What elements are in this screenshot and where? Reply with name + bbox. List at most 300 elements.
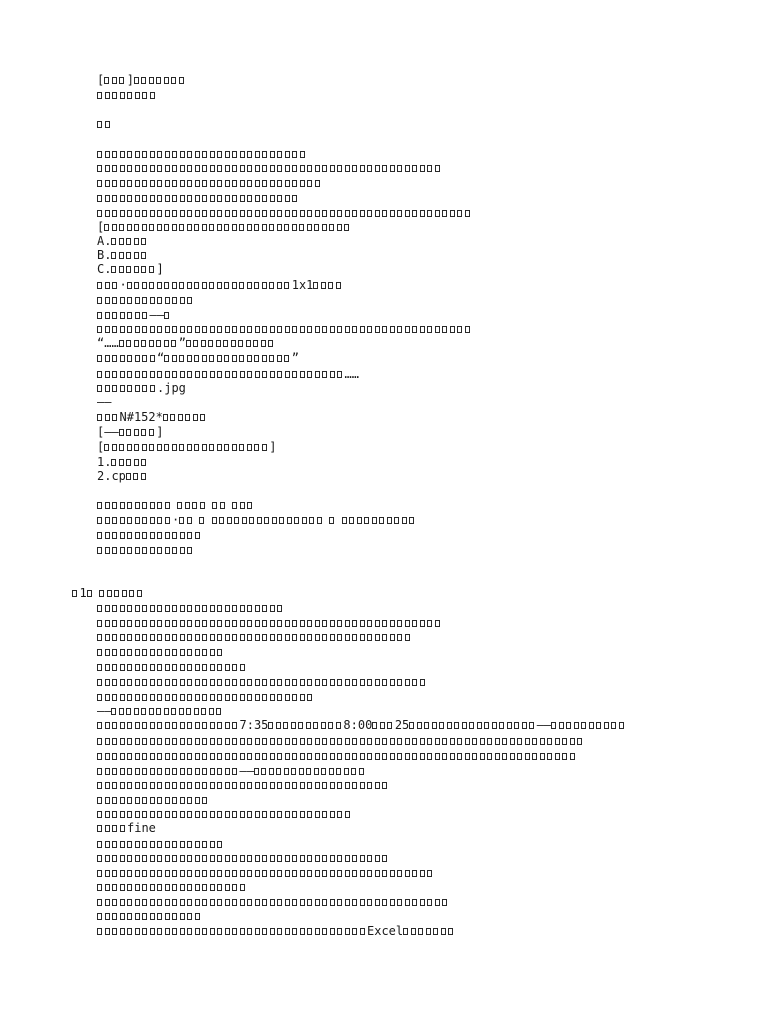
missing-glyph-box <box>157 297 162 304</box>
missing-glyph-box <box>195 694 200 701</box>
missing-glyph-box <box>375 782 380 789</box>
missing-glyph-run <box>97 718 240 732</box>
missing-glyph-box <box>180 165 185 172</box>
missing-glyph-box <box>307 634 312 641</box>
missing-glyph-box <box>164 355 169 362</box>
missing-glyph-box <box>194 282 199 289</box>
missing-glyph-box <box>270 165 275 172</box>
missing-glyph-box <box>262 165 267 172</box>
missing-glyph-box <box>225 855 230 862</box>
missing-glyph-run <box>119 425 157 439</box>
missing-glyph-box <box>390 326 395 333</box>
missing-glyph-box <box>307 180 312 187</box>
missing-glyph-box <box>360 782 365 789</box>
missing-glyph-box <box>210 634 215 641</box>
missing-glyph-box <box>247 444 252 451</box>
missing-glyph-box <box>232 502 237 509</box>
missing-glyph-box <box>372 722 377 729</box>
missing-glyph-box <box>180 855 185 862</box>
missing-glyph-box <box>315 326 320 333</box>
missing-glyph-box <box>202 224 207 231</box>
missing-glyph-box <box>165 210 170 217</box>
missing-glyph-box <box>172 326 177 333</box>
missing-glyph-box <box>112 547 117 554</box>
missing-glyph-box <box>180 180 185 187</box>
missing-glyph-box <box>619 722 624 729</box>
missing-glyph-box <box>300 326 305 333</box>
missing-glyph-box <box>224 444 229 451</box>
missing-glyph-box <box>420 326 425 333</box>
missing-glyph-box <box>397 620 402 627</box>
missing-glyph-box <box>532 738 537 745</box>
text-line <box>97 793 210 807</box>
missing-glyph-box <box>210 855 215 862</box>
missing-glyph-box <box>359 768 364 775</box>
missing-glyph-box <box>433 928 438 935</box>
missing-glyph-box <box>150 547 155 554</box>
missing-glyph-box <box>127 841 132 848</box>
missing-glyph-box <box>360 634 365 641</box>
missing-glyph-box <box>120 913 125 920</box>
inline-text: N#152* <box>119 410 163 424</box>
missing-glyph-box <box>135 605 140 612</box>
text-line <box>97 704 224 718</box>
missing-glyph-box <box>127 165 132 172</box>
missing-glyph-box <box>187 870 192 877</box>
missing-glyph-box <box>120 753 125 760</box>
missing-glyph-box <box>142 738 147 745</box>
missing-glyph-box <box>240 634 245 641</box>
missing-glyph-box <box>270 899 275 906</box>
missing-glyph-box <box>307 210 312 217</box>
missing-glyph-box <box>157 282 162 289</box>
missing-glyph-box <box>141 77 146 84</box>
missing-glyph-box <box>300 899 305 906</box>
missing-glyph-box <box>247 355 252 362</box>
missing-glyph-box <box>142 210 147 217</box>
missing-glyph-box <box>111 459 116 466</box>
missing-glyph-box <box>112 502 117 509</box>
missing-glyph-box <box>247 210 252 217</box>
missing-glyph-box <box>307 811 312 818</box>
missing-glyph-box <box>225 928 230 935</box>
text-line <box>97 440 276 454</box>
missing-glyph-box <box>195 797 200 804</box>
missing-glyph-box <box>195 195 200 202</box>
missing-glyph-box <box>427 753 432 760</box>
missing-glyph-run <box>97 909 202 923</box>
missing-glyph-box <box>187 738 192 745</box>
missing-glyph-run <box>97 498 172 512</box>
missing-glyph-box <box>255 679 260 686</box>
missing-glyph-box <box>457 738 462 745</box>
missing-glyph-box <box>120 517 125 524</box>
missing-glyph-box <box>217 620 222 627</box>
missing-glyph-box <box>135 297 140 304</box>
missing-glyph-box <box>195 620 200 627</box>
missing-glyph-box <box>292 782 297 789</box>
missing-glyph-box <box>225 899 230 906</box>
missing-glyph-box <box>97 195 102 202</box>
missing-glyph-box <box>328 282 333 289</box>
missing-glyph-run <box>97 206 472 220</box>
missing-glyph-box <box>255 811 260 818</box>
missing-glyph-box <box>352 679 357 686</box>
missing-glyph-box <box>337 870 342 877</box>
missing-glyph-box <box>457 753 462 760</box>
missing-glyph-box <box>285 634 290 641</box>
missing-glyph-box <box>337 210 342 217</box>
inline-text: B. <box>97 248 112 262</box>
missing-glyph-box <box>141 708 146 715</box>
missing-glyph-box <box>225 180 230 187</box>
missing-glyph-box <box>292 738 297 745</box>
missing-glyph-box <box>412 210 417 217</box>
missing-glyph-box <box>367 782 372 789</box>
missing-glyph-box <box>119 238 124 245</box>
missing-glyph-box <box>307 782 312 789</box>
missing-glyph-box <box>262 326 267 333</box>
missing-glyph-box <box>217 841 222 848</box>
missing-glyph-box <box>240 679 245 686</box>
missing-glyph-box <box>97 738 102 745</box>
missing-glyph-box <box>135 679 140 686</box>
missing-glyph-box <box>232 928 237 935</box>
missing-glyph-box <box>344 768 349 775</box>
text-line <box>97 293 195 307</box>
missing-glyph-box <box>97 694 102 701</box>
missing-glyph-box <box>135 326 140 333</box>
missing-glyph-box <box>97 664 102 671</box>
missing-glyph-box <box>105 768 110 775</box>
missing-glyph-box <box>112 870 117 877</box>
inline-text: 1. <box>97 455 112 469</box>
missing-glyph-box <box>187 210 192 217</box>
missing-glyph-box <box>179 77 184 84</box>
inline-text: [ <box>97 425 105 439</box>
missing-glyph-run <box>97 821 127 835</box>
missing-glyph-run <box>111 262 156 276</box>
missing-glyph-box <box>566 722 571 729</box>
missing-glyph-box <box>285 210 290 217</box>
missing-glyph-box <box>247 605 252 612</box>
missing-glyph-box <box>300 811 305 818</box>
missing-glyph-box <box>165 884 170 891</box>
missing-glyph-box <box>200 414 205 421</box>
missing-glyph-box <box>135 782 140 789</box>
missing-glyph-box <box>270 694 275 701</box>
missing-glyph-box <box>255 605 260 612</box>
missing-glyph-box <box>209 708 214 715</box>
missing-glyph-box <box>142 768 147 775</box>
missing-glyph-box <box>231 340 236 347</box>
missing-glyph-box <box>112 517 117 524</box>
missing-glyph-box <box>232 605 237 612</box>
missing-glyph-box <box>172 694 177 701</box>
missing-glyph-box <box>277 634 282 641</box>
missing-glyph-box <box>112 855 117 862</box>
missing-glyph-box <box>112 224 117 231</box>
missing-glyph-box <box>97 210 102 217</box>
missing-glyph-box <box>405 870 410 877</box>
missing-glyph-box <box>269 355 274 362</box>
missing-glyph-box <box>254 444 259 451</box>
missing-glyph-run <box>97 851 390 865</box>
missing-glyph-box <box>268 340 273 347</box>
missing-glyph-box <box>112 312 117 319</box>
missing-glyph-box <box>120 870 125 877</box>
missing-glyph-box <box>142 928 147 935</box>
missing-glyph-box <box>232 180 237 187</box>
missing-glyph-box <box>217 811 222 818</box>
missing-glyph-box <box>247 870 252 877</box>
missing-glyph-box <box>277 282 282 289</box>
missing-glyph-box <box>292 634 297 641</box>
missing-glyph-box <box>272 517 277 524</box>
missing-glyph-box <box>247 165 252 172</box>
missing-glyph-box <box>135 532 140 539</box>
missing-glyph-box <box>315 928 320 935</box>
missing-glyph-box <box>172 620 177 627</box>
missing-glyph-box <box>292 224 297 231</box>
missing-glyph-box <box>202 811 207 818</box>
missing-glyph-box <box>262 811 267 818</box>
missing-glyph-box <box>351 768 356 775</box>
missing-glyph-box <box>120 768 125 775</box>
missing-glyph-box <box>157 444 162 451</box>
missing-glyph-box <box>135 913 140 920</box>
missing-glyph-box <box>477 722 482 729</box>
missing-glyph-box <box>322 738 327 745</box>
missing-glyph-box <box>262 855 267 862</box>
missing-glyph-run <box>97 293 195 307</box>
missing-glyph-box <box>262 605 267 612</box>
missing-glyph-box <box>225 679 230 686</box>
missing-glyph-box <box>195 753 200 760</box>
missing-glyph-box <box>315 634 320 641</box>
missing-glyph-box <box>202 928 207 935</box>
missing-glyph-box <box>135 195 140 202</box>
missing-glyph-box <box>126 238 131 245</box>
missing-glyph-box <box>329 224 334 231</box>
missing-glyph-box <box>127 195 132 202</box>
missing-glyph-box <box>247 738 252 745</box>
text-line <box>97 117 112 131</box>
text-line <box>97 764 366 778</box>
missing-glyph-box <box>217 444 222 451</box>
missing-glyph-box <box>134 340 139 347</box>
missing-glyph-box <box>240 738 245 745</box>
missing-glyph-box <box>277 738 282 745</box>
inline-text: ” <box>178 336 186 350</box>
missing-glyph-box <box>435 165 440 172</box>
missing-glyph-box <box>127 92 132 99</box>
missing-glyph-box <box>300 782 305 789</box>
missing-glyph-box <box>187 224 192 231</box>
missing-glyph-box <box>329 768 334 775</box>
missing-glyph-box <box>142 355 147 362</box>
missing-glyph-box <box>427 165 432 172</box>
missing-glyph-box <box>142 502 147 509</box>
missing-glyph-box <box>465 326 470 333</box>
missing-glyph-box <box>172 768 177 775</box>
missing-glyph-box <box>142 605 147 612</box>
missing-glyph-run <box>372 718 395 732</box>
missing-glyph-box <box>157 210 162 217</box>
missing-glyph-box <box>360 210 365 217</box>
missing-glyph-box <box>195 811 200 818</box>
missing-glyph-box <box>157 768 162 775</box>
missing-glyph-box <box>180 679 185 686</box>
missing-glyph-box <box>105 753 110 760</box>
missing-glyph-box <box>195 679 200 686</box>
missing-glyph-box <box>487 753 492 760</box>
missing-glyph-box <box>217 664 222 671</box>
missing-glyph-box <box>165 928 170 935</box>
missing-glyph-box <box>187 913 192 920</box>
missing-glyph-box <box>390 870 395 877</box>
missing-glyph-box <box>247 899 252 906</box>
missing-glyph-run <box>97 895 450 909</box>
missing-glyph-box <box>127 679 132 686</box>
missing-glyph-box <box>165 297 170 304</box>
missing-glyph-box <box>112 841 117 848</box>
missing-glyph-box <box>120 664 125 671</box>
missing-glyph-box <box>165 738 170 745</box>
missing-glyph-box <box>142 547 147 554</box>
missing-glyph-box <box>105 884 110 891</box>
missing-glyph-box <box>105 870 110 877</box>
missing-glyph-box <box>164 708 169 715</box>
missing-glyph-box <box>277 811 282 818</box>
missing-glyph-box <box>170 414 175 421</box>
missing-glyph-box <box>540 738 545 745</box>
missing-glyph-box <box>194 355 199 362</box>
text-line <box>97 425 163 439</box>
missing-glyph-box <box>322 371 327 378</box>
missing-glyph-box <box>254 355 259 362</box>
missing-glyph-box <box>262 679 267 686</box>
missing-glyph-run <box>97 117 112 131</box>
missing-glyph-box <box>104 444 109 451</box>
missing-glyph-box <box>202 870 207 877</box>
missing-glyph-box <box>142 664 147 671</box>
missing-glyph-box <box>149 77 154 84</box>
missing-glyph-box <box>450 210 455 217</box>
text-line <box>97 147 307 161</box>
missing-glyph-box <box>195 210 200 217</box>
missing-glyph-box <box>345 811 350 818</box>
missing-glyph-box <box>225 151 230 158</box>
text-line <box>97 455 149 469</box>
missing-glyph-box <box>344 224 349 231</box>
missing-glyph-box <box>127 355 132 362</box>
missing-glyph-run <box>97 793 210 807</box>
missing-glyph-box <box>240 151 245 158</box>
missing-glyph-box <box>360 165 365 172</box>
missing-glyph-box <box>180 297 185 304</box>
text-line <box>97 543 195 557</box>
missing-glyph-box <box>337 738 342 745</box>
inline-text: —— <box>97 395 112 409</box>
missing-glyph-box <box>97 326 102 333</box>
missing-glyph-box <box>135 694 140 701</box>
missing-glyph-box <box>210 371 215 378</box>
inline-text: ] <box>126 73 134 87</box>
missing-glyph-box <box>142 694 147 701</box>
missing-glyph-box <box>172 913 177 920</box>
missing-glyph-box <box>172 679 177 686</box>
missing-glyph-box <box>202 444 207 451</box>
missing-glyph-box <box>97 282 102 289</box>
missing-glyph-box <box>97 151 102 158</box>
text-line <box>97 322 472 336</box>
missing-glyph-box <box>322 165 327 172</box>
missing-glyph-box <box>135 312 140 319</box>
missing-glyph-box <box>172 753 177 760</box>
missing-glyph-box <box>276 768 281 775</box>
missing-glyph-box <box>292 899 297 906</box>
missing-glyph-box <box>120 738 125 745</box>
missing-glyph-box <box>345 899 350 906</box>
missing-glyph-box <box>315 620 320 627</box>
missing-glyph-box <box>234 517 239 524</box>
missing-glyph-box <box>172 195 177 202</box>
missing-glyph-box <box>330 928 335 935</box>
missing-glyph-box <box>247 634 252 641</box>
missing-glyph-box <box>200 502 205 509</box>
missing-glyph-box <box>247 855 252 862</box>
missing-glyph-box <box>135 664 140 671</box>
missing-glyph-box <box>105 165 110 172</box>
missing-glyph-box <box>502 753 507 760</box>
missing-glyph-box <box>322 899 327 906</box>
missing-glyph-run <box>97 528 202 542</box>
missing-glyph-box <box>164 77 169 84</box>
missing-glyph-box <box>150 151 155 158</box>
inline-text: ] <box>156 262 164 276</box>
missing-glyph-box <box>164 444 169 451</box>
missing-glyph-box <box>157 722 162 729</box>
missing-glyph-box <box>397 899 402 906</box>
missing-glyph-box <box>420 620 425 627</box>
missing-glyph-box <box>345 738 350 745</box>
missing-glyph-box <box>105 547 110 554</box>
missing-glyph-box <box>262 180 267 187</box>
missing-glyph-box <box>141 459 146 466</box>
missing-glyph-box <box>165 899 170 906</box>
missing-glyph-box <box>122 590 127 597</box>
missing-glyph-box <box>179 355 184 362</box>
missing-glyph-box <box>105 841 110 848</box>
missing-glyph-box <box>202 620 207 627</box>
missing-glyph-box <box>220 502 225 509</box>
missing-glyph-box <box>315 753 320 760</box>
missing-glyph-run <box>111 704 224 718</box>
missing-glyph-box <box>105 928 110 935</box>
missing-glyph-box <box>223 340 228 347</box>
missing-glyph-box <box>285 870 290 877</box>
missing-glyph-box <box>285 782 290 789</box>
missing-glyph-box <box>135 210 140 217</box>
missing-glyph-box <box>225 634 230 641</box>
missing-glyph-box <box>149 708 154 715</box>
missing-glyph-box <box>232 694 237 701</box>
missing-glyph-box <box>127 768 132 775</box>
missing-glyph-box <box>330 326 335 333</box>
missing-glyph-box <box>179 282 184 289</box>
missing-glyph-box <box>382 210 387 217</box>
